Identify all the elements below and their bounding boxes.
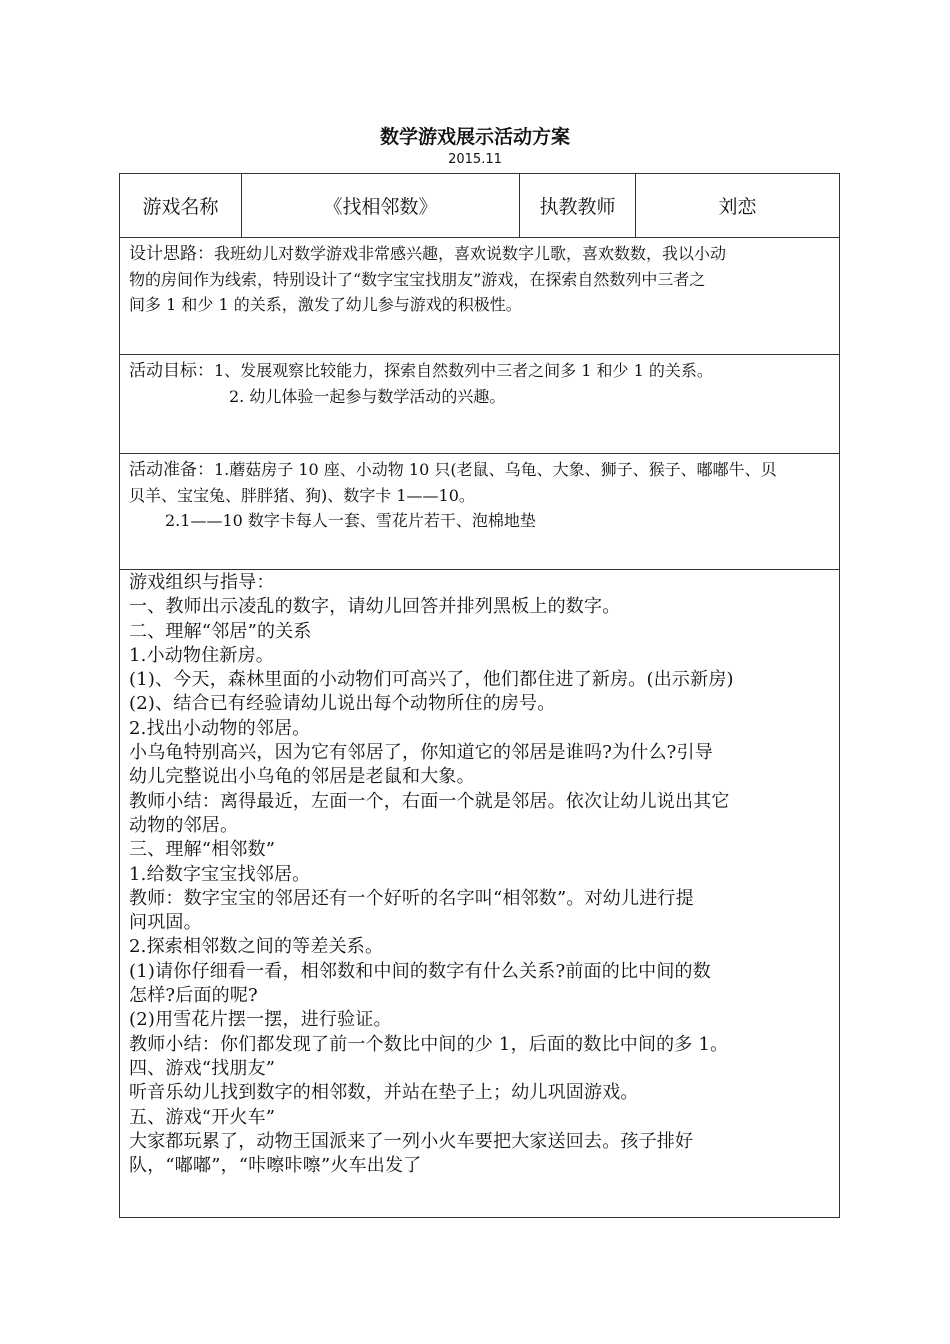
prep-line: 2.1——10 数字卡每人一套、雪花片若干、泡棉地垫 bbox=[165, 511, 536, 530]
guide-line: 五、游戏“开火车” bbox=[129, 1106, 276, 1128]
design-line: 间多 1 和少 1 的关系，激发了幼儿参与游戏的积极性。 bbox=[129, 295, 522, 314]
guide-line: 四、游戏“找朋友” bbox=[129, 1057, 276, 1079]
guide-line: 大家都玩累了，动物王国派来了一列小火车要把大家送回去。孩子排好 bbox=[129, 1130, 694, 1152]
teacher-value: 刘恋 bbox=[636, 174, 840, 238]
guide-line: 问巩固。 bbox=[129, 912, 202, 934]
game-name-value: 《找相邻数》 bbox=[242, 174, 520, 238]
game-name-label: 游戏名称 bbox=[120, 174, 242, 238]
guide-line: 1.小动物住新房。 bbox=[129, 644, 274, 666]
guide-line: 小乌龟特别高兴，因为它有邻居了，你知道它的邻居是谁吗?为什么?引导 bbox=[129, 742, 713, 764]
guide-heading: 游戏组织与指导： bbox=[129, 572, 275, 593]
design-section bbox=[120, 238, 839, 317]
goals-label: 活动目标： bbox=[129, 361, 214, 381]
guide-line: 幼儿完整说出小乌龟的邻居是老鼠和大象。 bbox=[129, 766, 475, 788]
goals-line: 活动目标：1、发展观察比较能力，探索自然数列中三者之间多 1 和少 1 的关系。 bbox=[129, 361, 713, 381]
prep-label: 活动准备： bbox=[129, 460, 214, 480]
prep-line: 贝羊、宝宝兔、胖胖猪、狗)、数字卡 1——10。 bbox=[129, 486, 475, 505]
guide-line: 动物的邻居。 bbox=[129, 814, 239, 836]
goals-line: 2. 幼儿体验一起参与数学活动的兴趣。 bbox=[229, 387, 506, 406]
guide-line: 2.找出小动物的邻居。 bbox=[129, 717, 311, 739]
guide-row bbox=[120, 570, 840, 1218]
teacher-label: 执教教师 bbox=[520, 174, 636, 238]
guide-line: (2)、结合已有经验请幼儿说出每个动物所住的房号。 bbox=[129, 693, 556, 715]
goals-row bbox=[120, 355, 840, 454]
goals-section bbox=[120, 355, 839, 409]
prep-row bbox=[120, 454, 840, 570]
guide-line: 怎样?后面的呢? bbox=[129, 985, 258, 1007]
document-title: 数学游戏展示活动方案 bbox=[379, 126, 570, 148]
document-date: 2015.11 bbox=[448, 152, 502, 167]
prep-line: 活动准备：1.蘑菇房子 10 座、小动物 10 只(老鼠、乌龟、大象、狮子、猴子、嘟嘟牛、贝 bbox=[129, 460, 777, 480]
design-line: 物的房间作为线索，特别设计了“数字宝宝找朋友”游戏，在探索自然数列中三者之 bbox=[129, 270, 706, 289]
prep-section bbox=[120, 454, 839, 533]
guide-line: 队，“嘟嘟”，“咔嚓咔嚓”火车出发了 bbox=[129, 1155, 422, 1177]
design-label: 设计思路： bbox=[129, 244, 214, 264]
guide-line: 听音乐幼儿找到数字的相邻数，并站在垫子上；幼儿巩固游戏。 bbox=[129, 1082, 639, 1104]
header-row bbox=[120, 174, 840, 238]
guide-line: 教师小结：你们都发现了前一个数比中间的少 1，后面的数比中间的多 1。 bbox=[129, 1033, 729, 1055]
activity-plan-table bbox=[119, 173, 840, 1218]
guide-line: (2)用雪花片摆一摆，进行验证。 bbox=[129, 1009, 392, 1031]
guide-section bbox=[120, 570, 839, 1178]
guide-line: 三、理解“相邻数” bbox=[129, 839, 276, 861]
guide-line: 教师小结：离得最近，左面一个，右面一个就是邻居。依次让幼儿说出其它 bbox=[129, 790, 730, 812]
design-line: 设计思路：我班幼儿对数学游戏非常感兴趣，喜欢说数字儿歌，喜欢数数，我以小动 bbox=[129, 244, 727, 264]
guide-line: 教师：数字宝宝的邻居还有一个好听的名字叫“相邻数”。对幼儿进行提 bbox=[129, 887, 694, 909]
guide-line: 一、教师出示凌乱的数字，请幼儿回答并排列黑板上的数字。 bbox=[129, 596, 621, 618]
guide-line: 1.给数字宝宝找邻居。 bbox=[129, 863, 311, 885]
guide-line: (1)、今天，森林里面的小动物们可高兴了，他们都住进了新房。(出示新房) bbox=[129, 669, 734, 691]
design-row bbox=[120, 238, 840, 355]
guide-line: 二、理解“邻居”的关系 bbox=[129, 620, 312, 642]
guide-line: (1)请你仔细看一看，相邻数和中间的数字有什么关系?前面的比中间的数 bbox=[129, 960, 711, 982]
guide-line: 2.探索相邻数之间的等差关系。 bbox=[129, 936, 384, 958]
